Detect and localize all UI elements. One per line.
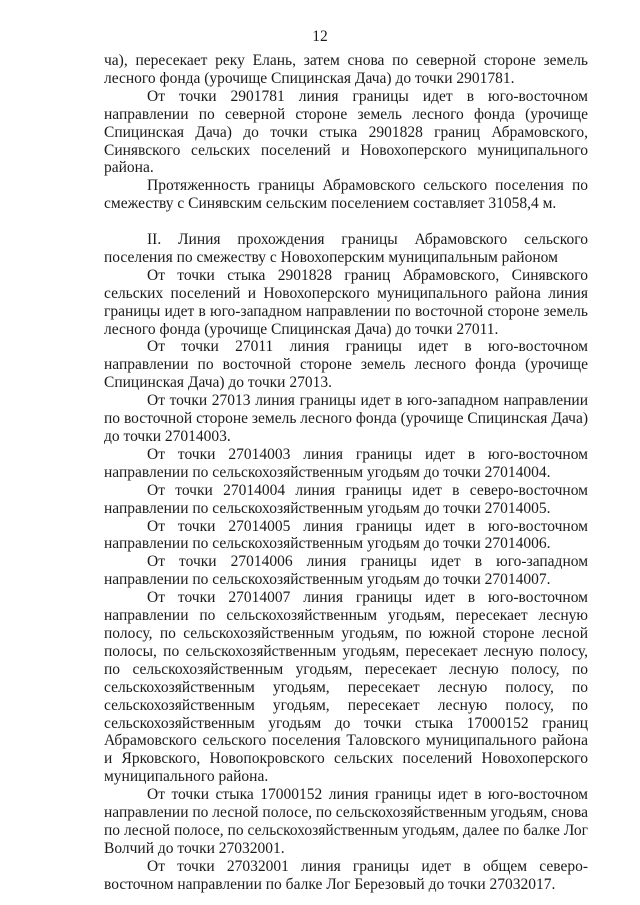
paragraph: От точки 27014003 линия границы идет в юго-восточном направлении по сельскохозяйственным угодьям до точки 27014004. xyxy=(104,445,588,481)
paragraph: От точки 27014004 линия границы идет в северо-восточном направлении по сельскохозяйственным угодьям до точки 27014005. xyxy=(104,481,588,517)
paragraph: От точки 27011 линия границы идет в юго-восточном направлении по восточной стороне земель лесного фонда (урочище Спицинская Дача) до точки 27013. xyxy=(104,338,588,392)
paragraph-boundary-length: Протяженность границы Абрамовского сельского поселения по смежеству с Синявским сельским поселением составляет 31058,4 м. xyxy=(104,177,588,213)
paragraph: От точки 27032001 линия границы идет в общем северо-восточном направлении по балке Лог Березовый до точки 27032017. xyxy=(104,857,588,893)
page-number: 12 xyxy=(312,28,328,45)
section-heading: II. Линия прохождения границы Абрамовского сельского поселения по смежеству с Новохоперским муниципальным районом xyxy=(104,231,588,266)
paragraph: От точки 27014005 линия границы идет в юго-восточном направлении по сельскохозяйственным угодьям до точки 27014006. xyxy=(104,517,588,553)
paragraph: От точки стыка 17000152 линия границы идет в юго-восточном направлении по лесной полосе, по сельскохозяйственным угодьям, снова по лесной полосе, по сельскохозяйственным угодьям, далее по балке Лог Волчий до точки 27032001. xyxy=(104,786,588,857)
document-body xyxy=(104,52,588,894)
paragraph: От точки 27014007 линия границы идет в юго-восточном направлении по сельскохозяйственным угодьям, пересекает лесную полосу, по сельскохозяйственным угодьям, по южной стороне лесной полосы, по сельскохозяйственным угодьям, пересекает лесную полосу, по сельскохозяйственным угодьям, пересекает лесную полосу, по сельскохозяйственным угодьям, пересекает лесную полосу, по сельскохозяйственным угодьям, пересекает лесную полосу, по сельскохозяйственным угодьям до точки стыка 17000152 границ Абрамовского сельского поселения Таловского муниципального района и Ярковского, Новопокровского сельских поселений Новохоперского муниципального района. xyxy=(104,589,588,786)
paragraph: От точки 27014006 линия границы идет в юго-западном направлении по сельскохозяйственным угодьям до точки 27014007. xyxy=(104,553,588,589)
paragraph: От точки 27013 линия границы идет в юго-западном направлении по восточной стороне земель лесного фонда (урочище Спицинская Дача) до точки 27014003. xyxy=(104,392,588,446)
paragraph: От точки 2901781 линия границы идет в юго-восточном направлении по северной стороне земель лесного фонда (урочище Спицинская Дача) до точки стыка 2901828 границ Абрамовского, Синявского сельских поселений и Новохоперского муниципального района. xyxy=(104,87,588,177)
paragraph-continuation: ча), пересекает реку Елань, затем снова по северной стороне земель лесного фонда (урочище Спицинская Дача) до точки 2901781. xyxy=(104,52,588,87)
paragraph: От точки стыка 2901828 границ Абрамовского, Синявского сельских поселений и Новохоперского муниципального района линия границы идет в юго-западном направлении по восточной стороне земель лесного фонда (урочище Спицинская Дача) до точки 27011. xyxy=(104,266,588,338)
